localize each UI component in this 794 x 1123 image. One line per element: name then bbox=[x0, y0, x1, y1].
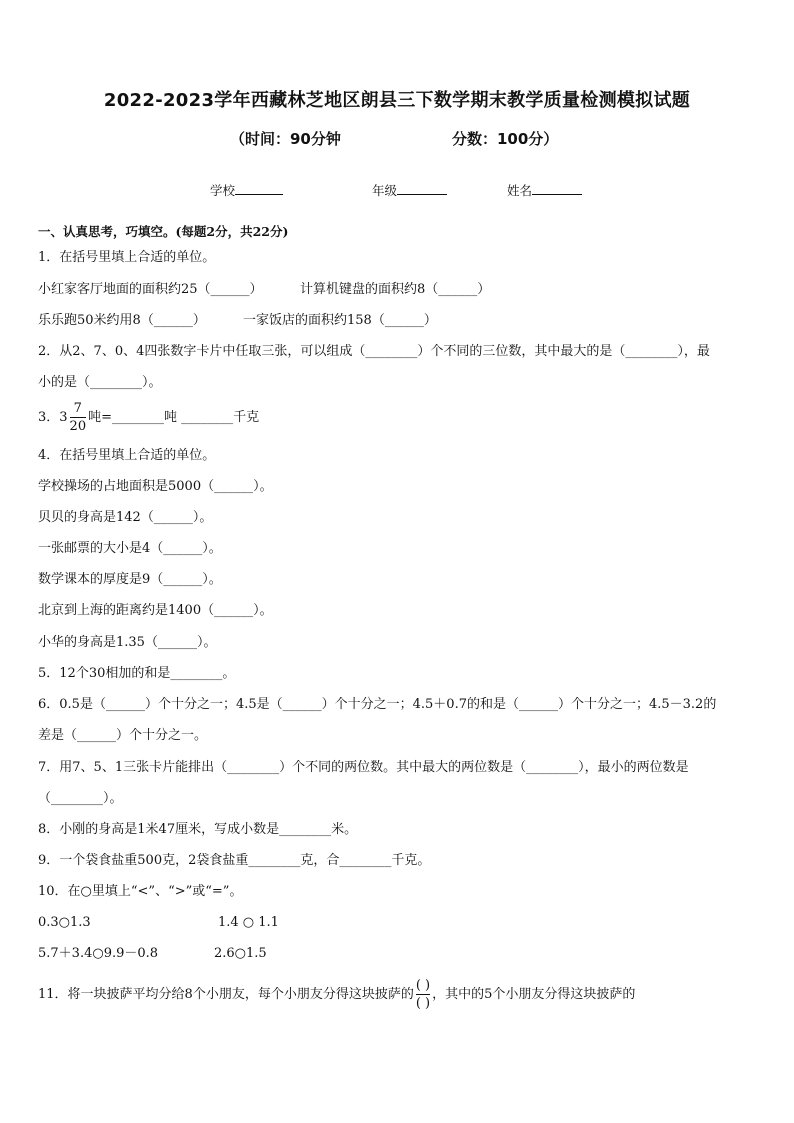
question-10-stem: 10．在○里填上“<”、“>”或“=”。 bbox=[38, 884, 243, 899]
question-3-fraction bbox=[70, 401, 87, 434]
school-blank[interactable] bbox=[235, 182, 283, 195]
question-1-item: 小红家客厅地面的面积约25（______） bbox=[38, 282, 263, 297]
question-2-line: 2．从2、7、0、4四张数字卡片中任取三张，可以组成（________）个不同的三位数，其中最大的是（________），最 bbox=[38, 344, 710, 359]
question-7-line: （________）。 bbox=[38, 791, 123, 806]
question-6-line: 差是（______）个十分之一。 bbox=[38, 728, 208, 743]
question-9: 9．一个袋食盐重500克，2袋食盐重________克，合________千克。 bbox=[38, 853, 431, 868]
name-blank[interactable] bbox=[532, 182, 582, 195]
question-4-stem: 4．在括号里填上合适的单位。 bbox=[38, 448, 216, 463]
question-5: 5．12个30相加的和是________。 bbox=[38, 666, 236, 681]
question-4-item: 北京到上海的距离约是1400（______）。 bbox=[38, 603, 273, 618]
question-11-fraction bbox=[416, 978, 430, 1011]
question-10-item: 0.3○1.3 bbox=[38, 915, 91, 930]
question-1-item: 乐乐跑50米约用8（______） bbox=[38, 313, 206, 328]
question-11-suffix: ，其中的5个小朋友分得这块披萨的 bbox=[432, 987, 636, 1002]
school-field bbox=[210, 181, 283, 199]
question-6-line: 6．0.5是（______）个十分之一；4.5是（______）个十分之一；4.5＋0.7的和是（______）个十分之一；4.5－3.2的 bbox=[38, 697, 717, 712]
question-1-item: 计算机键盘的面积约8（______） bbox=[300, 282, 491, 297]
fraction-denominator[interactable]: ( ) bbox=[415, 996, 431, 1011]
question-3-prefix: 3．3 bbox=[38, 410, 68, 425]
question-11-prefix: 11．将一块披萨平均分给8个小朋友，每个小朋友分得这块披萨的 bbox=[38, 987, 414, 1002]
section-heading: 一、认真思考，巧填空。(每题2分，共22分) bbox=[38, 224, 289, 239]
question-4-item: 贝贝的身高是142（______）。 bbox=[38, 510, 213, 525]
fraction-numerator[interactable]: ( ) bbox=[415, 978, 431, 993]
question-7-line: 7．用7、5、1三张卡片能排出（________）个不同的两位数。其中最大的两位数是（________），最小的两位数是 bbox=[38, 760, 689, 775]
exam-score: 分数：100分） bbox=[452, 130, 559, 148]
grade-blank[interactable] bbox=[397, 182, 447, 195]
name-label: 姓名 bbox=[507, 183, 533, 198]
fraction-bar bbox=[416, 994, 430, 995]
question-8: 8．小刚的身高是1米47厘米，写成小数是________米。 bbox=[38, 822, 358, 837]
question-4-item: 一张邮票的大小是4（______）。 bbox=[38, 541, 222, 556]
question-4-item: 小华的身高是1.35（______）。 bbox=[38, 635, 217, 650]
question-1-item: 一家饭店的面积约158（______） bbox=[243, 313, 437, 328]
fraction-bar bbox=[70, 417, 87, 418]
question-3 bbox=[38, 401, 259, 434]
question-10-item: 5.7＋3.4○9.9－0.8 bbox=[38, 946, 159, 961]
school-label: 学校 bbox=[210, 183, 236, 198]
question-2-line: 小的是（________）。 bbox=[38, 375, 162, 390]
fraction-numerator: 7 bbox=[73, 401, 82, 416]
question-10-item: 2.6○1.5 bbox=[214, 946, 267, 961]
fraction-denominator: 20 bbox=[69, 419, 87, 434]
name-field bbox=[507, 181, 582, 199]
question-3-rest: 吨=________吨 ________千克 bbox=[88, 410, 260, 425]
exam-title: 2022-2023学年西藏林芝地区朗县三下数学期末教学质量检测模拟试题 bbox=[103, 90, 691, 111]
question-1-stem: 1．在括号里填上合适的单位。 bbox=[38, 250, 216, 265]
exam-time: （时间：90分钟 bbox=[230, 130, 341, 148]
grade-field bbox=[372, 181, 447, 199]
question-10-item: 1.4 ○ 1.1 bbox=[218, 915, 279, 930]
question-4-item: 数学课本的厚度是9（______）。 bbox=[38, 572, 222, 587]
question-11 bbox=[38, 978, 635, 1011]
question-4-item: 学校操场的占地面积是5000（______）。 bbox=[38, 479, 273, 494]
grade-label: 年级 bbox=[372, 183, 398, 198]
